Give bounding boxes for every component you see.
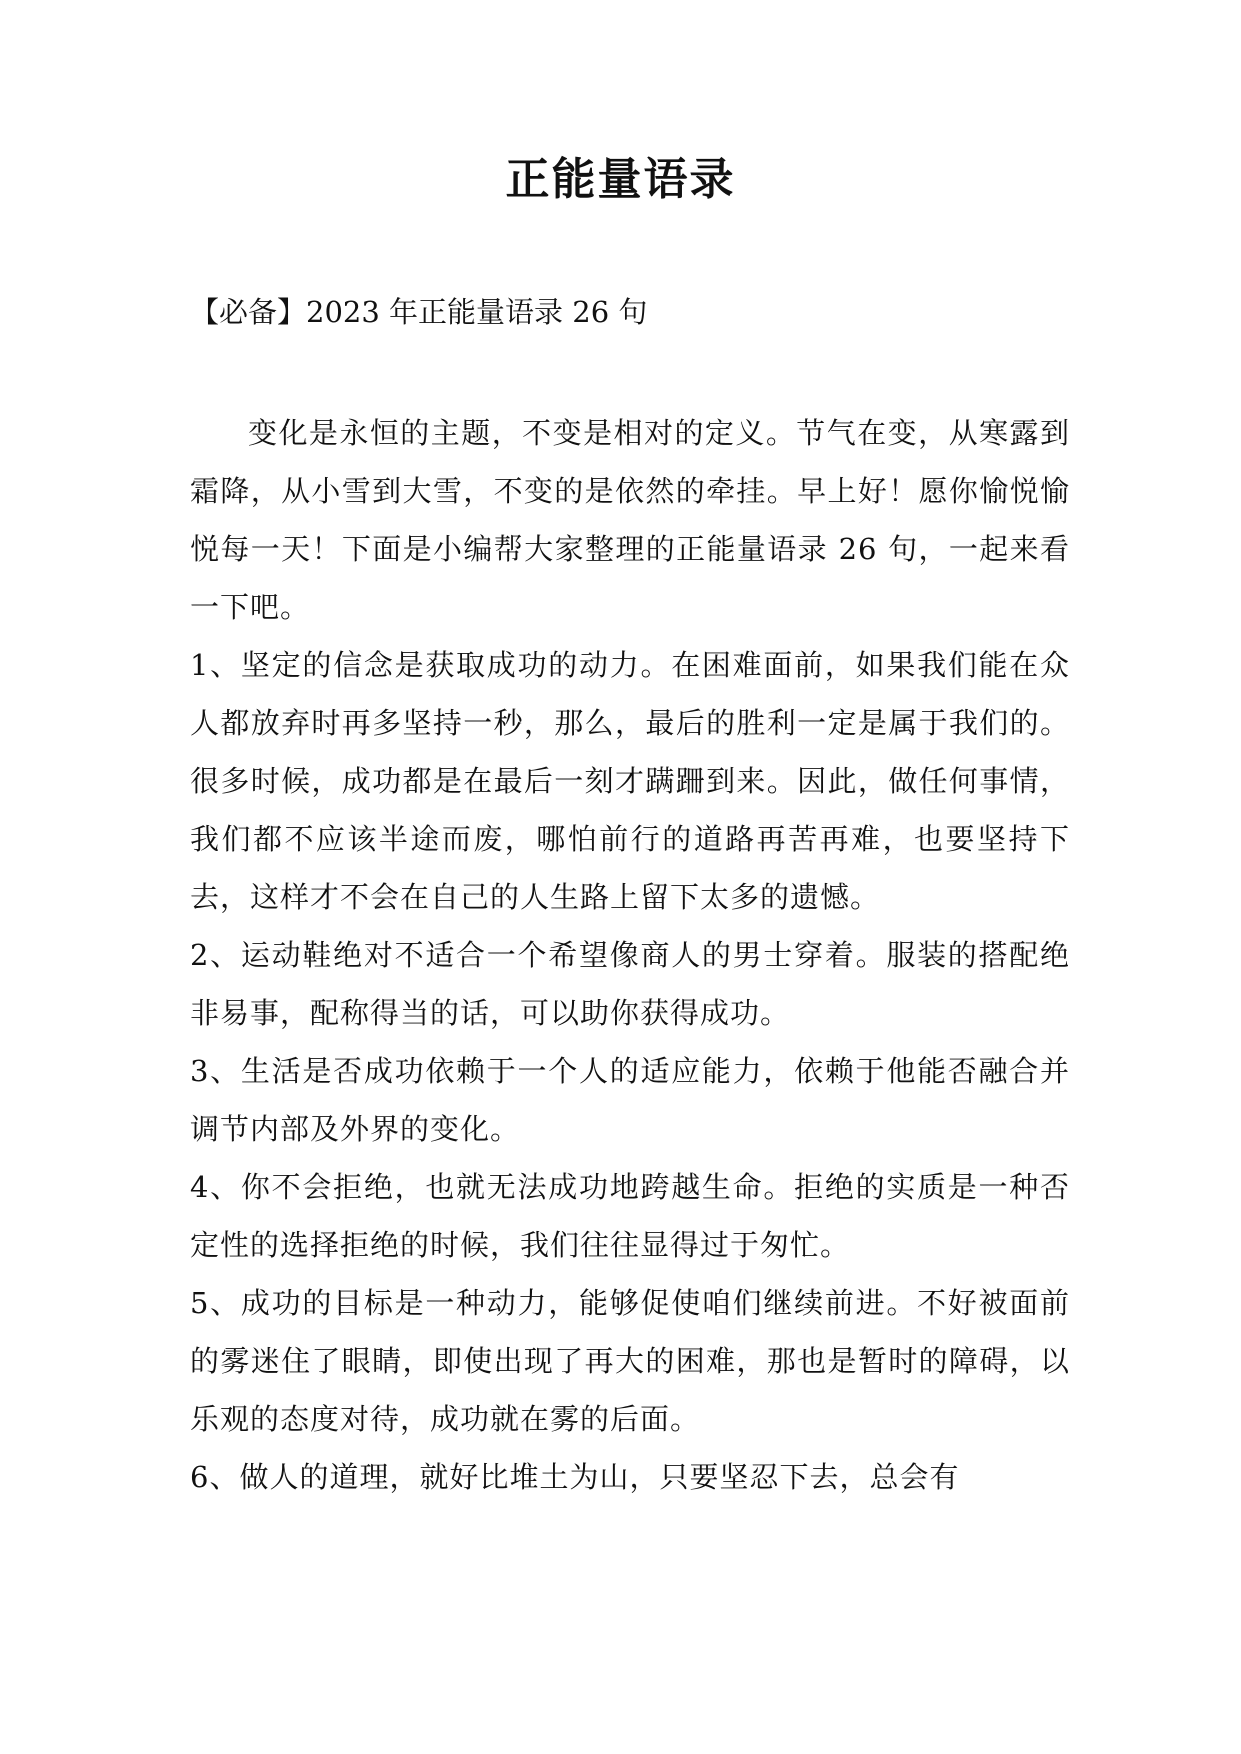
quote-paragraph-6: 6、做人的道理，就好比堆土为山，只要坚忍下去，总会有	[190, 1460, 960, 1494]
document-subtitle: 【必备】2023 年正能量语录 26 句	[190, 295, 648, 329]
intro-paragraph: 变化是永恒的主题，不变是相对的定义。节气在变，从寒露到霜降，从小雪到大雪，不变的是依然的牵挂。早上好！愿你愉悦愉悦每一天！下面是小编帮大家整理的正能量语录 26 句，一起来看一下吧。	[190, 416, 1070, 624]
quote-paragraph-3: 3、生活是否成功依赖于一个人的适应能力，依赖于他能否融合并调节内部及外界的变化。	[190, 1054, 1070, 1146]
document-title: 正能量语录	[505, 154, 736, 205]
quote-paragraph-5: 5、成功的目标是一种动力，能够促使咱们继续前进。不好被面前的雾迷住了眼睛，即使出现了再大的困难，那也是暂时的障碍，以乐观的态度对待，成功就在雾的后面。	[190, 1286, 1070, 1436]
quote-paragraph-4: 4、你不会拒绝，也就无法成功地跨越生命。拒绝的实质是一种否定性的选择拒绝的时候，我们往往显得过于匆忙。	[190, 1170, 1070, 1262]
quote-paragraph-1: 1、坚定的信念是获取成功的动力。在困难面前，如果我们能在众人都放弃时再多坚持一秒，那么，最后的胜利一定是属于我们的。很多时候，成功都是在最后一刻才蹒跚到来。因此，做任何事情，我们都不应该半途而废，哪怕前行的道路再苦再难，也要坚持下去，这样才不会在自己的人生路上留下太多的遗憾。	[190, 648, 1070, 914]
document-body	[190, 404, 1070, 1506]
quote-paragraph-2: 2、运动鞋绝对不适合一个希望像商人的男士穿着。服装的搭配绝非易事，配称得当的话，可以助你获得成功。	[190, 938, 1070, 1030]
